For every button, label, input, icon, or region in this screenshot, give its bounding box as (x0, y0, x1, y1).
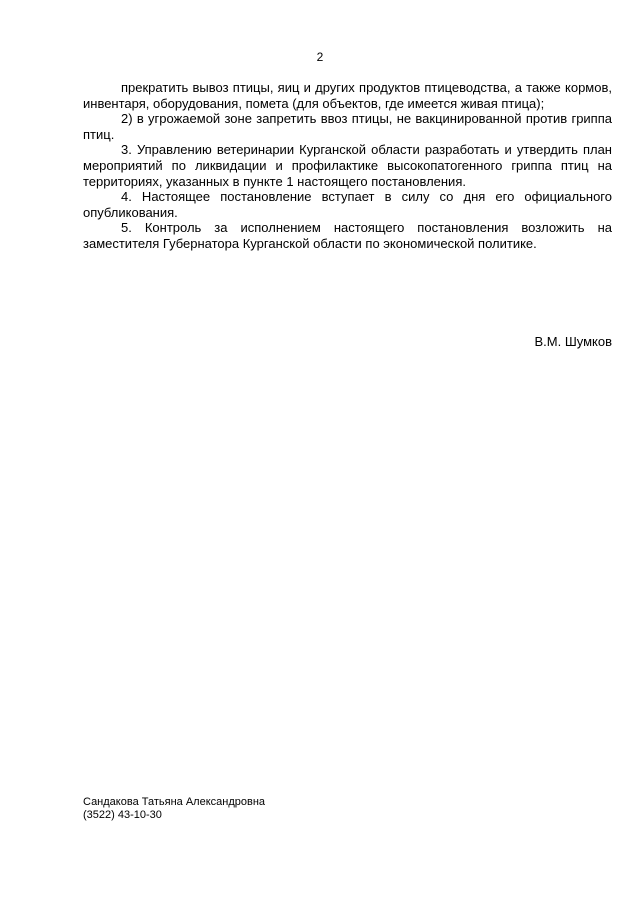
paragraph-export-ban: прекратить вывоз птицы, яиц и других продуктов птицеводства, а также кормов, инвентаря, оборудования, помета (для объектов, где имеется живая птица); (83, 80, 612, 111)
executor-name: Сандакова Татьяна Александровна (83, 796, 266, 808)
paragraph-effective-date: 4. Настоящее постановление вступает в силу со дня его официального опубликования. (83, 189, 612, 220)
paragraph-control: 5. Контроль за исполнением настоящего постановления возложить на заместителя Губернатора Курганской области по экономической политике. (83, 220, 612, 251)
page-number: 2 (316, 50, 324, 64)
document-body (83, 80, 612, 252)
paragraph-veterinary-plan: 3. Управлению ветеринарии Курганской области разработать и утвердить план мероприятий по ликвидации и профилактике высокопатогенного гриппа птиц на территориях, указанных в пункте 1 настоящего постановления. (83, 142, 612, 189)
paragraph-import-ban: 2) в угрожаемой зоне запретить ввоз птицы, не вакцинированной против гриппа птиц. (83, 111, 612, 142)
executor-phone: (3522) 43-10-30 (83, 809, 162, 821)
signature: В.М. Шумков (534, 334, 612, 349)
executor-footer (83, 796, 265, 822)
